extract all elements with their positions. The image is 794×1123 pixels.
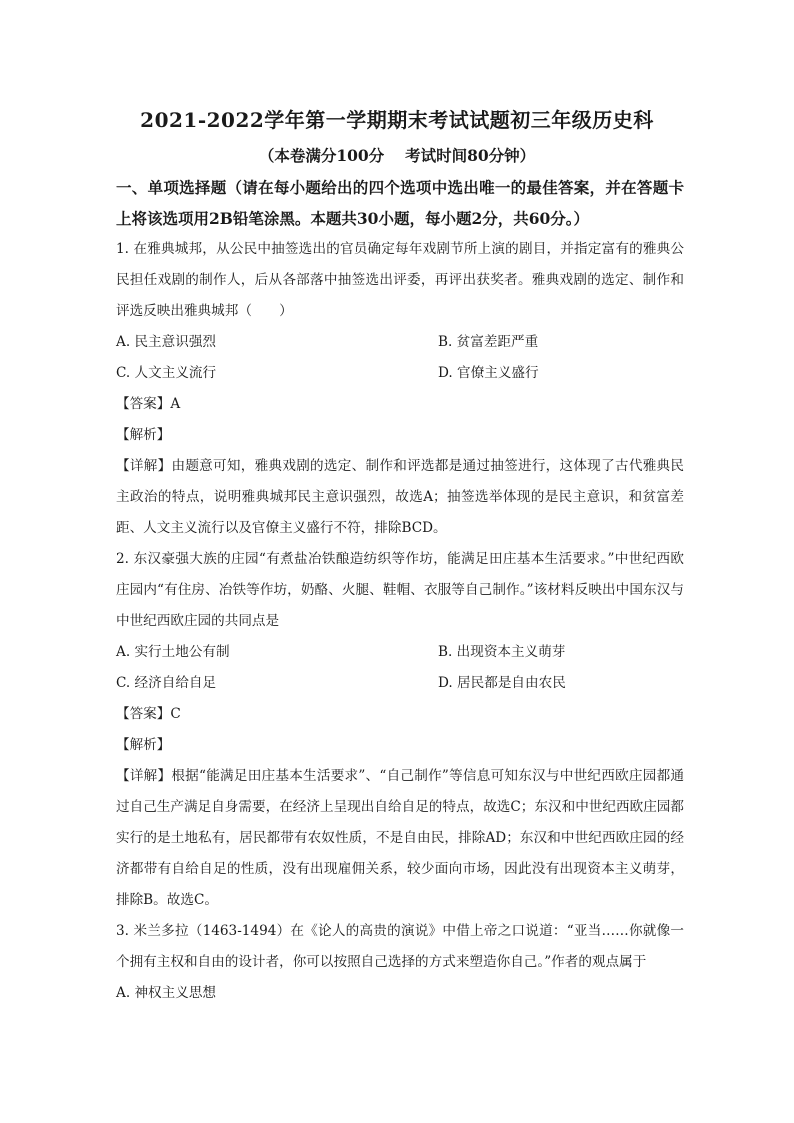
question-1 bbox=[116, 234, 684, 544]
exam-info: （本卷满分100分 考试时间80分钟） bbox=[258, 146, 536, 165]
question-3 bbox=[116, 916, 684, 1009]
options-row bbox=[116, 637, 684, 668]
detail-label: 【详解】 bbox=[116, 458, 172, 474]
detail-paragraph bbox=[116, 451, 684, 544]
option-a: A. 民主意识强烈 bbox=[116, 334, 217, 350]
answer-line bbox=[116, 389, 684, 420]
option-b: B. 出现资本主义萌芽 bbox=[438, 644, 566, 660]
option-a: A. 神权主义思想 bbox=[116, 985, 217, 1001]
exam-content bbox=[116, 172, 684, 1009]
options-row bbox=[116, 978, 684, 1009]
detail-text: 根据“能满足田庄基本生活要求”、“自己制作”等信息可知东汉与中世纪西欧庄园都通过自己生产满足自身需要，在经济上呈现出自给自足的特点，故选C；东汉和中世纪西欧庄园都实行的是土地私有，居民都带有农奴性质，不是自由民，排除AD；东汉和中世纪西欧庄园的经济都带有自给自足的性质，没有出现雇佣关系，较少面向市场，因此没有出现资本主义萌芽，排除B。故选C。 bbox=[116, 768, 685, 908]
answer-line bbox=[116, 699, 684, 730]
option-d: D. 居民都是自由农民 bbox=[438, 675, 566, 691]
question-2 bbox=[116, 544, 684, 916]
question-stem: 3. 米兰多拉（1463-1494）在《论人的高贵的演说》中借上帝之口说道：“亚当……你就像一个拥有主权和自由的设计者，你可以按照自己选择的方式来塑造你自己。”作者的观点属于 bbox=[116, 923, 684, 970]
options-row bbox=[116, 358, 684, 389]
option-b: B. 贫富差距严重 bbox=[438, 334, 539, 350]
option-d: D. 官僚主义盛行 bbox=[438, 365, 539, 381]
answer-label: 【答案】 bbox=[116, 396, 171, 412]
answer-label: 【答案】 bbox=[116, 706, 171, 722]
detail-text: 由题意可知，雅典戏剧的选定、制作和评选都是通过抽签进行，这体现了古代雅典民主政治的特点，说明雅典城邦民主意识强烈，故选A；抽签选举体现的是民主意识，和贫富差距、人文主义流行以及官僚主义盛行不符，排除BCD。 bbox=[116, 458, 685, 536]
option-c: C. 经济自给自足 bbox=[116, 675, 217, 691]
detail-label: 【详解】 bbox=[116, 768, 172, 784]
page-title: 2021-2022学年第一学期期末考试试题初三年级历史科 bbox=[140, 108, 654, 132]
answer-value: C bbox=[170, 706, 181, 722]
options-row bbox=[116, 668, 684, 699]
options-row bbox=[116, 327, 684, 358]
analysis-label: 【解析】 bbox=[116, 737, 171, 753]
question-stem: 1. 在雅典城邦，从公民中抽签选出的官员确定每年戏剧节所上演的剧目，并指定富有的雅典公民担任戏剧的制作人，后从各部落中抽签选出评委，再评出获奖者。雅典戏剧的选定、制作和评选反映出雅典城邦（ ） bbox=[116, 241, 684, 319]
answer-value: A bbox=[170, 396, 181, 412]
analysis-label: 【解析】 bbox=[116, 427, 171, 443]
option-a: A. 实行土地公有制 bbox=[116, 644, 230, 660]
question-stem: 2. 东汉豪强大族的庄园“有煮盐冶铁酿造纺织等作坊，能满足田庄基本生活要求。”中世纪西欧庄园内“有住房、冶铁等作坊，奶酪、火腿、鞋帽、衣服等自己制作。”该材料反映出中国东汉与中世纪西欧庄园的共同点是 bbox=[116, 551, 684, 629]
section-heading: 一、单项选择题（请在每小题给出的四个选项中选出唯一的最佳答案，并在答题卡上将该选项用2B铅笔涂黑。本题共30小题，每小题2分，共60分。） bbox=[116, 178, 684, 228]
option-c: C. 人文主义流行 bbox=[116, 365, 217, 381]
detail-paragraph bbox=[116, 761, 684, 916]
